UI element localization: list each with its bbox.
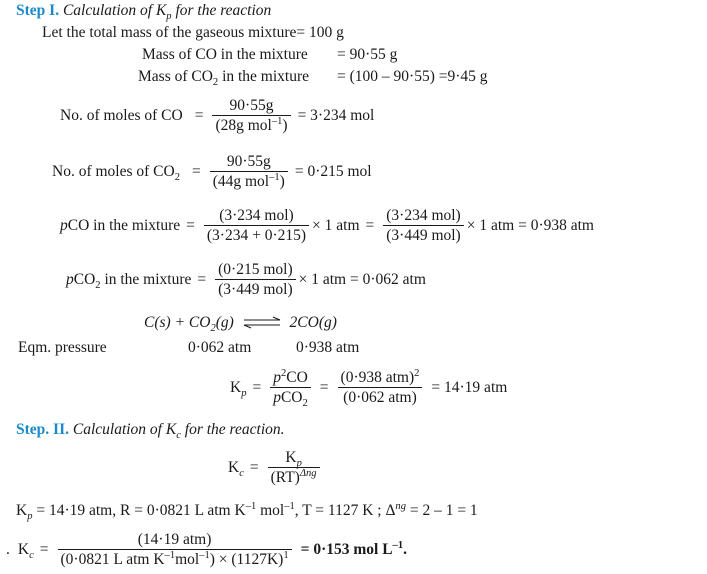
kc-formula: $K_c$ = $\frac{K_p}{(RT)^{\Delta ng}}$ — [228, 448, 323, 488]
moles-co2-fraction: $\frac{90\cdot 55g}{(44g mol^{-1})}$ — [210, 152, 288, 192]
kp-lhs: $K_p$ — [230, 378, 247, 399]
reaction-right: 2CO(g) — [289, 314, 337, 331]
mass-co-label: Mass of CO in the mixture — [142, 46, 308, 63]
kc-final-result: = 0·153 mol $L^{-1}$. — [300, 539, 407, 558]
moles-co2-result: = 0·215 mol — [294, 162, 372, 180]
total-mass-line: Let the total mass of the gaseous mixture= 100 g — [42, 24, 344, 41]
pco2-result: × 1 atm = 0·062 atm — [298, 270, 426, 288]
pco-mid: × 1 atm — [312, 216, 360, 234]
pco2-label: pCO$_2$ in the mixture — [66, 270, 192, 291]
mass-co2-label: Mass of $CO_2$ in the mixture — [138, 68, 310, 89]
equilibrium-arrow-icon — [242, 316, 282, 330]
moles-co2-label: No. of moles of $CO_2$ — [52, 162, 180, 183]
step2-heading — [16, 421, 285, 442]
step2-label: Step. II. — [16, 421, 69, 438]
mass-co-value: = 90·55 g — [337, 46, 398, 63]
reaction-left: $C(s) + CO_2(g)$ — [144, 314, 234, 335]
moles-co2-equation: No. of moles of $CO_2$ = $\frac{90\cdot 55g}{(44g mol^{-1})}$ = 0·215 mol — [52, 153, 372, 191]
kc-final-bullet: . — [6, 540, 10, 558]
kc-formula-fraction: $\frac{K_p}{(RT)^{\Delta ng}}$ — [268, 448, 320, 488]
moles-co-result: = 3·234 mol — [297, 106, 375, 124]
kp-fraction-1: $\frac{p^2CO}{pCO_2}$ — [270, 368, 311, 408]
step2-title: Calculation of $K_c$ for the reaction. — [72, 421, 285, 442]
moles-co-label: No. of moles of CO — [60, 106, 183, 124]
kp-fraction-2: $\frac{(0\cdot 938 atm)^2}{\text{(0·062 atm)}}$ — [338, 368, 423, 408]
pco-equation: pCO in the mixture = $\frac{\text{(3·234 mol)}}{(3\cdot 234 + 0\cdot 215)}$ × 1 atm = $\frac{\text{(3·234 mol)}}{\text{(3·449 mol)}}$ × 1 atm = 0·938 atm — [60, 207, 594, 245]
eqm-pressure-co2: 0·062 atm — [188, 339, 252, 356]
pco-fraction-2: $\frac{\text{(3·234 mol)}}{\text{(3·449 mol)}}$ — [383, 206, 463, 246]
pco2-fraction: $\frac{\text{(0·215 mol)}}{\text{(3·449 mol)}}$ — [215, 260, 295, 300]
kc-final-equation: . $K_c$ = $\frac{\text{(14·19 atm)}}{(0\cdot 0821 L atm K^{-1}mol^{-1}) \times (1127K)^1}$ = 0·153 mol $L^{-1}$. — [6, 531, 407, 569]
kp-equation: $K_p$ = $\frac{p^2CO}{pCO_2}$ = $\frac{(0\cdot 938 atm)^2}{\text{(0·062 atm)}}$ = 14·19 atm — [230, 367, 508, 410]
moles-co-equation: No. of moles of CO = $\frac{90\cdot 55g}{(28g mol^{-1})}$ = 3·234 mol — [60, 97, 375, 135]
pco-label: pCO in the mixture — [60, 216, 181, 234]
eqm-pressure-label: Eqm. pressure — [18, 339, 107, 356]
kp-result: = 14·19 atm — [431, 378, 508, 396]
kc-formula-lhs: $K_c$ — [228, 458, 244, 479]
pco-result: × 1 atm = 0·938 atm — [466, 216, 594, 234]
step1-label: Step I. — [16, 2, 60, 19]
eqm-pressure-co: 0·938 atm — [296, 339, 360, 356]
kc-final-lhs: $K_c$ — [17, 540, 34, 561]
moles-co-fraction: $\frac{90\cdot 55g}{(28g mol^{-1})}$ — [212, 96, 290, 136]
pco2-equation: pCO$_2$ in the mixture = $\frac{\text{(0·215 mol)}}{\text{(3·449 mol)}}$ × 1 atm = 0·062 atm — [66, 261, 426, 299]
step1-title: Calculation of $K_p$ for the reaction — [62, 2, 272, 23]
step1-heading — [16, 2, 272, 23]
mass-co2-value: = (100 – 90·55) =9·45 g — [337, 68, 488, 85]
pco-fraction-1: $\frac{\text{(3·234 mol)}}{(3\cdot 234 + 0\cdot 215)}$ — [204, 206, 309, 246]
kc-final-fraction: $\frac{\text{(14·19 atm)}}{(0\cdot 0821 L atm K^{-1}mol^{-1}) \times (1127K)^1}$ — [58, 530, 292, 570]
values-line: $K_p = 14\cdot 19$ atm, R = 0·0821 L atm $K^{-1}$ mol$^{-1}$, T = 1127 K ; $\Delta^{ng} = 2 - 1 = 1$ — [16, 500, 478, 523]
reaction-equation — [144, 314, 337, 335]
